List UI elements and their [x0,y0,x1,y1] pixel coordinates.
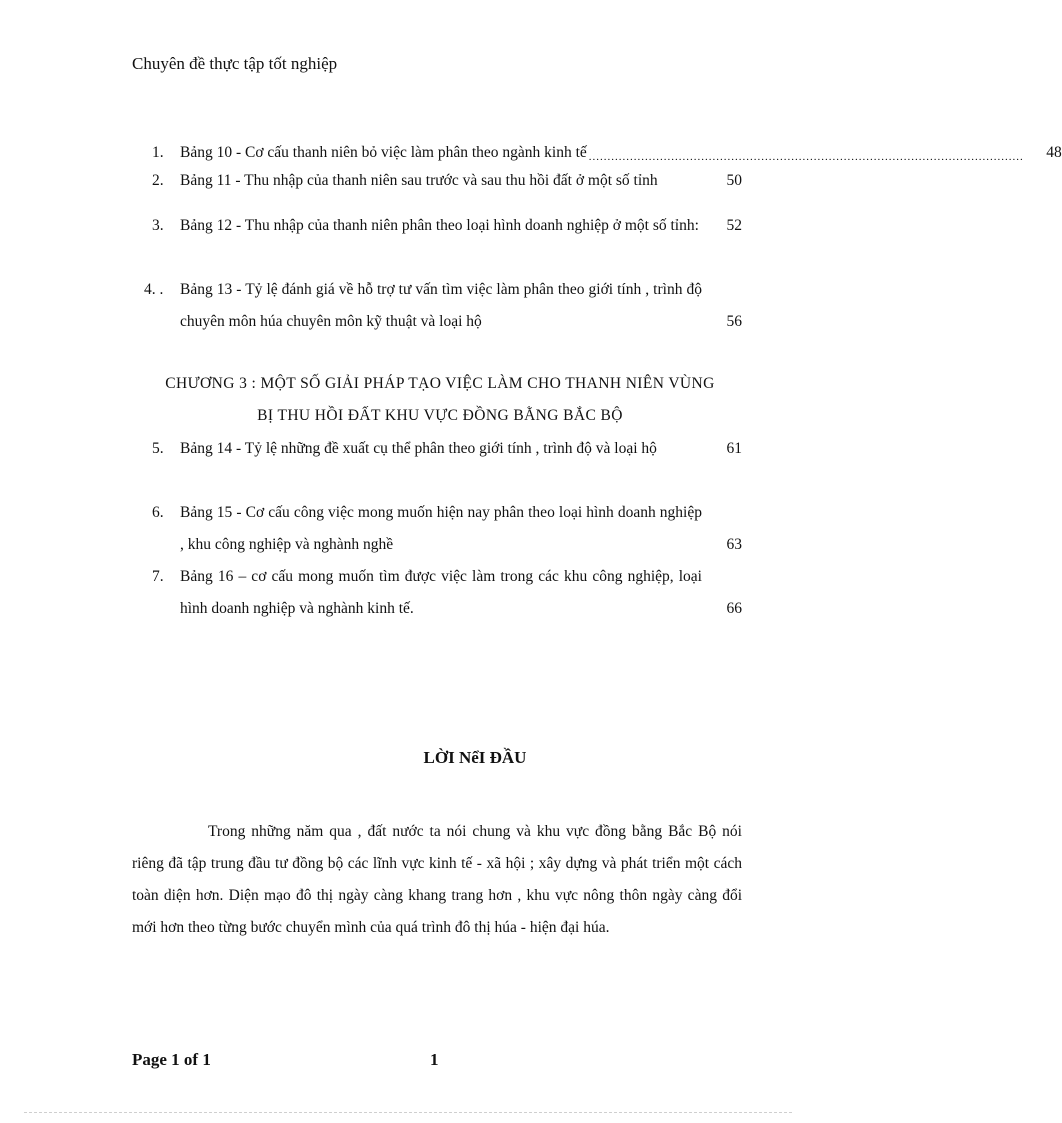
chapter-heading-line-1: CHƯƠNG 3 : MỘT SỐ GIẢI PHÁP TẠO VIỆC LÀM CHO THANH NIÊN VÙNG [165,375,715,392]
toc-item [152,433,742,465]
toc-item-number: 6. [152,504,164,521]
toc-page-number: 48 [1046,144,1062,161]
preface-paragraph: Trong những năm qua , đất nước ta nói chung và khu vực đồng bằng Bắc Bộ nói riêng đã tập trung đầu tư đồng bộ các lĩnh vực kinh tế - xã hội ; xây dựng và phát triển một cách toàn diện hơn. Diện mạo đô thị ngày càng khang trang hơn , khu vực nông thôn ngày càng đổi mới hơn theo từng bước chuyển mình của quá trình đô thị húa - hiện đại húa. [132,823,742,936]
chapter-heading-line-2: BỊ THU HỒI ĐẤT KHU VỰC ĐỒNG BẰNG BẮC BỘ [257,407,623,424]
toc-item-number: 3. [152,217,164,234]
toc-item-number: 1. [152,144,164,161]
toc-page-number: 50 [726,172,742,189]
toc-page-number: 66 [726,600,742,617]
toc-item-text: Bảng 15 - Cơ cấu công việc mong muốn hiện nay phân theo loại hình doanh nghiệp , khu công nghiệp và nghành nghề [180,504,702,553]
toc-item-number: 5. [152,440,164,457]
toc-item [152,137,1062,169]
toc-page-number: 52 [726,217,742,234]
toc-item-number: 4. . [144,281,164,298]
footer-page-label: Page 1 of 1 [132,1050,211,1069]
toc-page-number: 56 [726,313,742,330]
toc-item-text: Bảng 16 – cơ cấu mong muốn tìm được việc làm trong các khu công nghiệp, loại hình doanh nghiệp và nghành kinh tế. [180,568,702,617]
toc-item [152,497,742,561]
toc-item-text: Bảng 12 - Thu nhập của thanh niên phân theo loại hình doanh nghiệp ở một số tỉnh: [180,217,699,234]
toc-item [144,274,742,338]
toc-item-text: Bảng 13 - Tỷ lệ đánh giá về hỗ trợ tư vấn tìm việc làm phân theo giới tính , trình độ chuyên môn húa chuyên môn kỹ thuật và loại hộ [180,281,702,330]
toc-item-text: Bảng 11 - Thu nhập của thanh niên sau trước và sau thu hồi đất ở một số tỉnh [180,172,658,189]
toc-page-number: 61 [726,440,742,457]
toc-item [152,169,742,193]
footer-page-number: 1 [430,1050,439,1069]
toc-item-number: 2. [152,172,164,189]
toc-item-text: Bảng 14 - Tỷ lệ những đề xuất cụ thể phân theo giới tính , trình độ và loại hộ [180,440,657,457]
toc-item-text: Bảng 10 - Cơ cấu thanh niên bỏ việc làm phân theo ngành kinh tế [180,144,587,161]
page-bottom-divider [24,1112,792,1113]
preface-title: LỜI NểI ĐẦU [423,748,527,767]
toc-page-number: 63 [726,536,742,553]
toc-item-number: 7. [152,568,164,585]
page-header-title: Chuyên đề thực tập tốt nghiệp [132,54,338,73]
toc-item [152,210,742,242]
dot-leader: .................................................................................................................... [588,151,1024,163]
toc-item [152,561,742,625]
